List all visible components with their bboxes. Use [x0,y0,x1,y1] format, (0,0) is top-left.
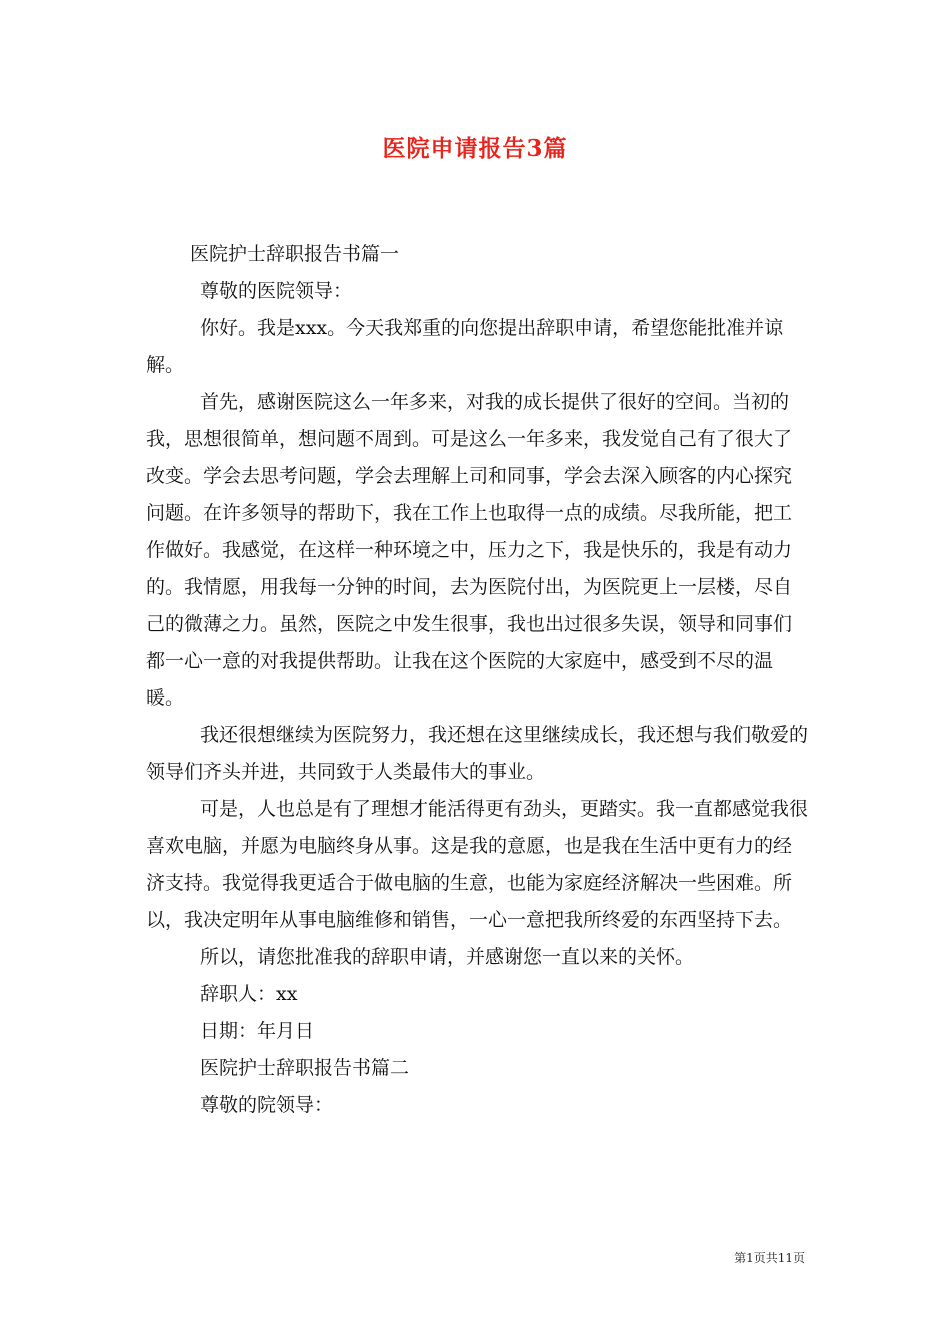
section-heading-2: 医院护士辞职报告书篇二 [200,1057,410,1079]
document-body [146,236,810,1124]
salutation-1: 尊敬的医院领导： [200,280,353,302]
paragraph-wish: 我还很想继续为医院努力，我还想在这里继续成长，我还想与我们敬爱的领导们齐头并进，共同致于人类最伟大的事业。 [146,724,809,783]
section-heading-1: 医院护士辞职报告书篇一 [190,243,400,265]
paragraph-greeting: 你好。我是xxx。今天我郑重的向您提出辞职申请，希望您能批准并谅解。 [146,317,784,376]
page-number: 第1页共11页 [734,1251,805,1265]
paragraph-request: 所以，请您批准我的辞职申请，并感谢您一直以来的关怀。 [200,946,695,968]
date-line: 日期：年月日 [200,1020,315,1042]
salutation-2: 尊敬的院领导： [200,1094,334,1116]
paragraph-reason: 可是，人也总是有了理想才能活得更有劲头，更踏实。我一直都感觉我很喜欢电脑，并愿为电脑终身从事。这是我的意愿，也是我在生活中更有力的经济支持。我觉得我更适合于做电脑的生意，也能为家庭经济解决一些困难。所以，我决定明年从事电脑维修和销售，一心一意把我所终爱的东西坚持下去。 [146,798,809,931]
document-title: 医院申请报告3篇 [382,135,568,162]
signature-line: 辞职人：xx [200,983,298,1005]
paragraph-thanks: 首先，感谢医院这么一年多来，对我的成长提供了很好的空间。当初的我，思想很简单，想问题不周到。可是这么一年多来，我发觉自己有了很大了改变。学会去思考问题，学会去理解上司和同事，学会去深入顾客的内心探究问题。在许多领导的帮助下，我在工作上也取得一点的成绩。尽我所能，把工作做好。我感觉，在这样一种环境之中，压力之下，我是快乐的，我是有动力的。我情愿，用我每一分钟的时间，去为医院付出，为医院更上一层楼，尽自己的微薄之力。虽然，医院之中发生很事，我也出过很多失误，领导和同事们都一心一意的对我提供帮助。让我在这个医院的大家庭中，感受到不尽的温暖。 [146,391,793,709]
